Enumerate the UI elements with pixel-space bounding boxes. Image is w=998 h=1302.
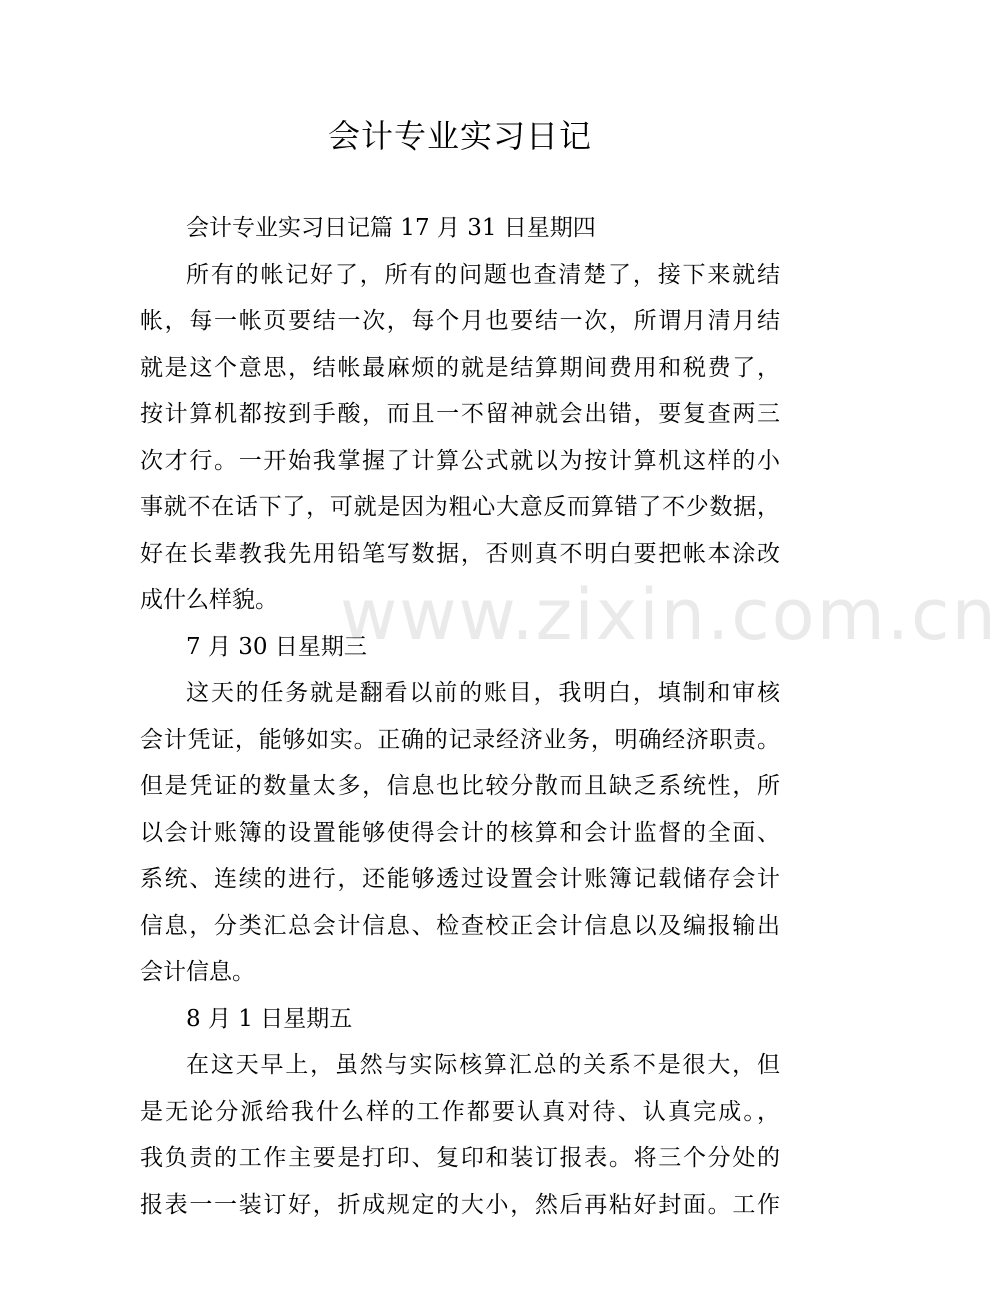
text-line: 在这天早上，虽然与实际核算汇总的关系不是很大，但 [186,1052,780,1078]
text-line: 会计凭证，能够如实。正确的记录经济业务，明确经济职责。 [140,726,780,753]
text-line: 按计算机都按到手酸，而且一不留神就会出错，要复查两三 [140,401,780,427]
text-line: 好在长辈教我先用铅笔写数据，否则真不明白要把帐本涂改 [140,540,780,567]
text-line: 我负责的工作主要是打印、复印和装订报表。将三个分处的 [140,1145,780,1171]
text-line: 会计信息。 [140,959,255,985]
text-line: 就是这个意思，结帐最麻烦的就是结算期间费用和税费了， [140,354,780,381]
document-body [140,205,780,1228]
text-line: 以会计账簿的设置能够使得会计的核算和会计监督的全面、 [140,819,780,846]
text-line: 8 月 1 日星期五 [186,1005,353,1032]
text-line: 信息，分类汇总会计信息、检查校正会计信息以及编报输出 [140,912,780,939]
text-line: 事就不在话下了，可就是因为粗心大意反而算错了不少数据， [140,494,780,520]
text-line: 是无论分派给我什么样的工作都要认真对待、认真完成。， [140,1098,780,1125]
document-title: 会计专业实习日记 [327,117,592,155]
text-line: 报表一一装订好，折成规定的大小，然后再粘好封面。工作 [140,1191,780,1218]
text-line: 会计专业实习日记篇 17 月 31 日星期四 [186,215,596,241]
watermark: www.zixin.com.cn [340,574,998,656]
text-line: 帐，每一帐页要结一次，每个月也要结一次，所谓月清月结 [140,308,780,334]
text-line: 7 月 30 日星期三 [186,633,367,660]
text-line: 但是凭证的数量太多，信息也比较分散而且缺乏系统性，所 [140,773,780,799]
text-line: 所有的帐记好了，所有的问题也查清楚了，接下来就结 [186,261,780,288]
text-line: 系统、连续的进行，还能够透过设置会计账簿记载储存会计 [140,866,780,892]
text-line: 这天的任务就是翻看以前的账目，我明白，填制和审核 [186,680,780,706]
text-line: 成什么样貌。 [140,587,278,613]
text-line: 次才行。一开始我掌握了计算公式就以为按计算机这样的小 [140,447,780,474]
